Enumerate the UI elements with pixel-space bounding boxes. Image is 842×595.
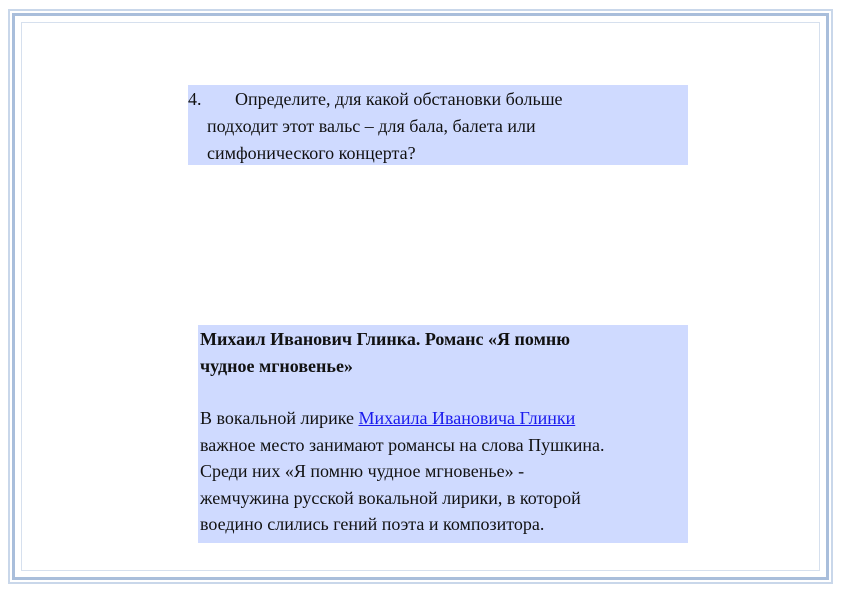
question-block <box>188 85 688 165</box>
article-title-line: Михаил Иванович Глинка. Романс «Я помню <box>200 329 570 349</box>
question-number: 4. <box>188 89 202 109</box>
article-text <box>200 405 688 538</box>
article-body-line: важное место занимают романсы на слова Пушкина. <box>200 434 605 455</box>
article-body-line: Среди них «Я помню чудное мгновенье» - <box>200 461 525 481</box>
article-body-line: жемчужина русской вокальной лирики, в которой <box>200 487 581 508</box>
question-line: симфонического концерта? <box>207 143 416 163</box>
question-line: подходит этот вальс – для бала, балета или <box>207 116 536 136</box>
article-block <box>198 325 688 543</box>
article-intro-line <box>200 405 688 432</box>
article-title <box>200 326 688 379</box>
article-body-line: воедино слились гений поэта и композитора. <box>200 514 545 534</box>
article-title-line: чудное мгновенье» <box>200 355 353 376</box>
composer-link[interactable]: Михаила Ивановича Глинки <box>358 408 576 428</box>
article-intro-prefix: В вокальной лирике <box>200 408 359 428</box>
question-line: Определите, для какой обстановки больше <box>235 89 563 109</box>
paragraph-spacer <box>200 379 688 405</box>
